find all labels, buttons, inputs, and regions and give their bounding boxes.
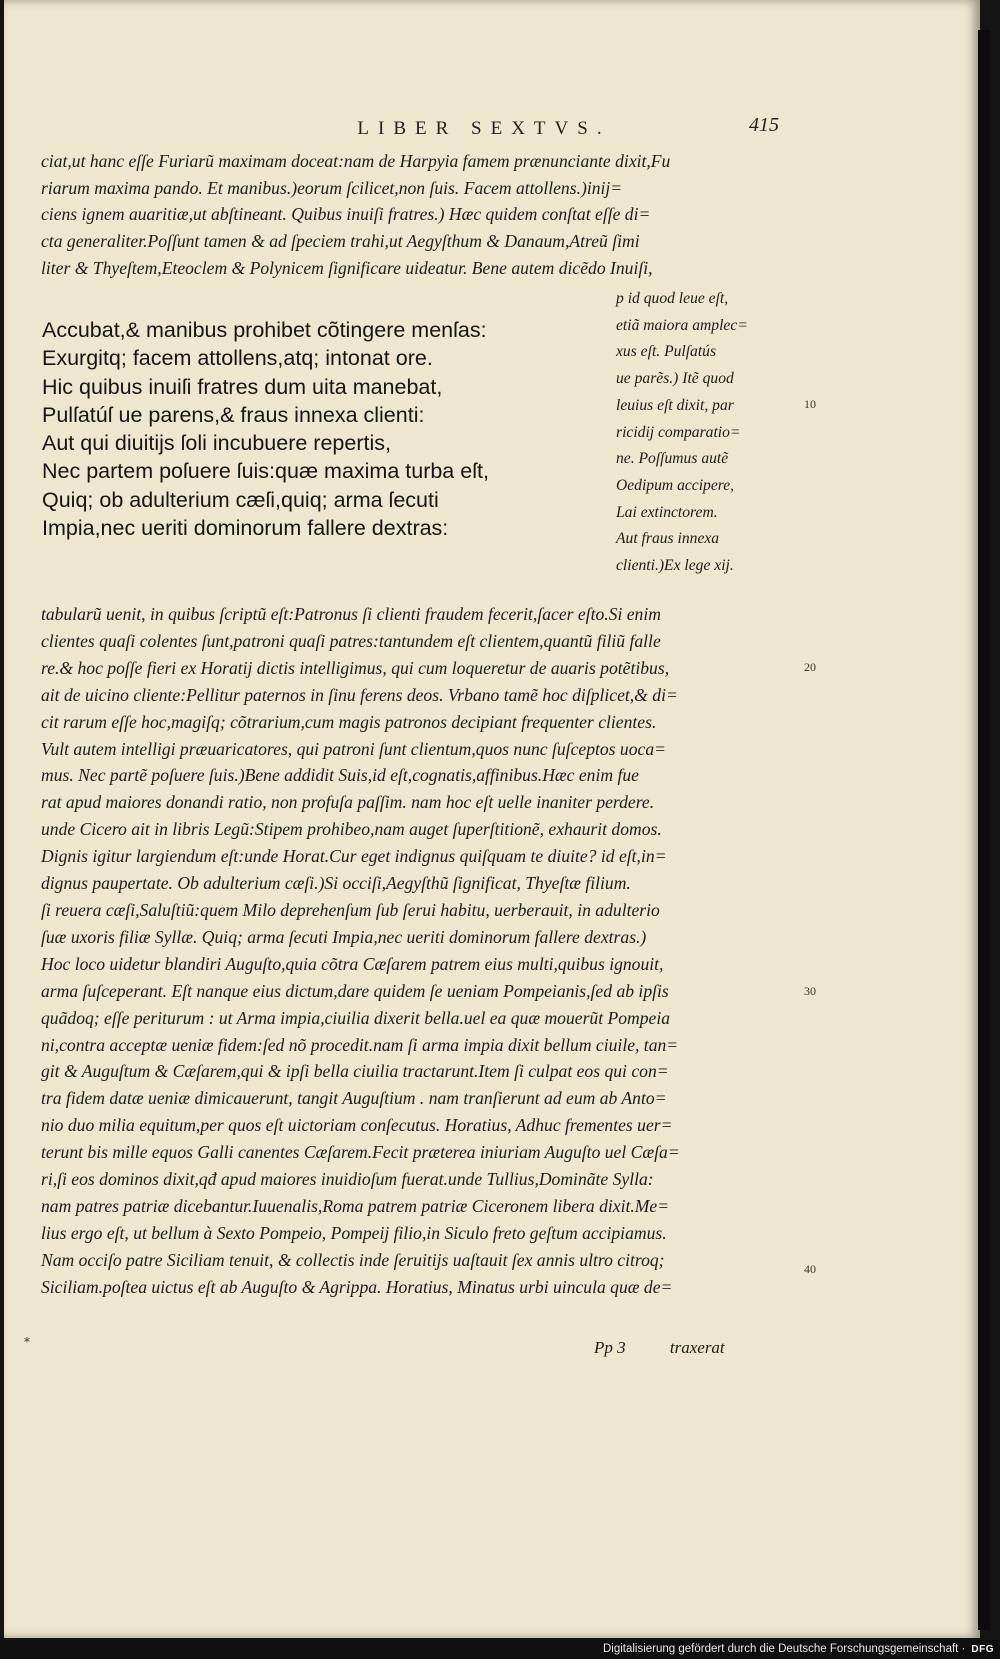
running-title: LIBER SEXTVS. — [357, 118, 611, 139]
verse-line: Exurgitq; facem attollens,atq; intonat ore. — [42, 346, 433, 371]
commentary-line: Hoc loco uidetur blandiri Auguſto,quia cõtra Cæſarem patrem eius multi,quibus ignouit, — [41, 953, 664, 974]
side-commentary-line: etiã maiora amplec= — [616, 316, 748, 334]
side-commentary-line: Lai extinctorem. — [616, 503, 718, 521]
side-commentary-line: ne. Poſſumus autẽ — [616, 450, 729, 468]
commentary-line: ni,contra acceptæ ueniæ fidem:ſed nõ procedit.nam ſi arma impia dixit bellum ciuile, tan= — [41, 1034, 679, 1055]
side-commentary-line: xus eſt. Pulſatús — [616, 343, 717, 361]
commentary-line: nam patres patriæ dicebantur.Iuuenalis,Roma patrem patriæ Ciceronem libera dixit.Me= — [41, 1195, 670, 1216]
commentary-line: liter & Thyeſtem,Eteoclem & Polynicem ſignificare uideatur. Bene autem dicẽdo Inuiſi, — [41, 257, 653, 278]
line-number-20: 20 — [804, 660, 816, 674]
verse-line: Aut qui diuitijs ſoli incubuere repertis, — [42, 431, 391, 456]
signature-mark: Pp 3 — [594, 1338, 626, 1357]
line-number-10: 10 — [804, 397, 816, 411]
commentary-line: riarum maxima pando. Et manibus.)eorum ſcilicet,non ſuis. Facem attollens.)inij= — [41, 177, 623, 198]
verse-block — [42, 316, 582, 542]
commentary-line: Siciliam.poſtea uictus eſt ab Auguſto & Agrippa. Horatius, Minatus urbi uincula quæ de= — [41, 1276, 673, 1297]
side-commentary — [616, 286, 806, 580]
page-edge-shadow — [978, 30, 990, 1630]
commentary-line: re.& hoc poſſe fieri ex Horatij dictis intelligimus, qui cum loqueretur de auaris potẽtibus, — [41, 657, 670, 678]
commentary-line: Nam occiſo patre Siciliam tenuit, & collectis inde ſeruitijs uaſtauit ſex annis ultro citroq; — [41, 1249, 665, 1270]
commentary-line: lius ergo eſt, ut bellum à Sexto Pompeio, Pompeij filio,in Siculo freto geſtum accipiamus. — [41, 1222, 667, 1243]
commentary-line: ait de uicino cliente:Pellitur paternos in ſinu ferens deos. Vrbano tamẽ hoc diſplicet,& di= — [41, 684, 678, 705]
commentary-line: cta generaliter.Poſſunt tamen & ad ſpeciem trahi,ut Aegyſthum & Danaum,Atreũ ſimi — [41, 231, 640, 252]
commentary-line: ri,ſi eos dominos dixit,qđ apud maiores inuidioſum fuerat.unde Tullius,Dominãte Sylla: — [41, 1169, 654, 1190]
line-number-40: 40 — [804, 1262, 816, 1276]
commentary-line: Dignis igitur largiendum eſt:unde Horat.Cur eget indignus quiſquam te diuite? id eſt,in= — [41, 846, 667, 867]
side-commentary-line: Aut fraus innexa — [616, 530, 720, 548]
folio-number: 415 — [749, 114, 779, 136]
commentary-line: tabularũ uenit, in quibus ſcriptũ eſt:Patronus ſi clienti fraudem fecerit,ſacer eſto.Si enim — [41, 604, 661, 624]
commentary-line: ciat,ut hanc eſſe Furiarũ maximam doceat:nam de Harpyia famem prænunciante dixit,Fu — [41, 151, 671, 171]
commentary-line: tra fidem datæ ueniæ dimicauerunt, tangit Auguſtium . nam tranſierunt ad eum ab Anto= — [41, 1088, 667, 1109]
book-page — [4, 0, 980, 1638]
commentary-line: nio duo milia equitum,per quos eſt uictoriam conſecutus. Horatius, Adhuc frementes uer= — [41, 1115, 673, 1136]
commentary-line: quãdoq; eſſe periturum : ut Arma impia,ciuilia dixerit bella.uel ea quæ mouerũt Pompeia — [41, 1007, 671, 1028]
commentary-line: rat apud maiores donandi ratio, non profuſa paſſim. nam hoc eſt uelle inaniter perdere. — [41, 792, 655, 813]
digitization-footer — [0, 1640, 1000, 1659]
footer-text: Digitalisierung gefördert durch die Deutsche Forschungsgemeinschaft · — [602, 1643, 966, 1655]
commentary-line: ciens ignem auaritiæ,ut abſtineant. Quibus inuiſi fratres.) Hæc quidem conſtat eſſe di= — [41, 204, 651, 225]
dfg-logo: DFG — [971, 1644, 994, 1655]
side-commentary-line: leuius eſt dixit, par — [616, 396, 734, 414]
side-commentary-line: clienti.)Ex lege xij. — [616, 557, 734, 575]
commentary-line: mus. Nec partẽ poſuere ſuis.)Bene addidit Suis,id eſt,cognatis,affinibus.Hæc enim fue — [41, 765, 639, 786]
catchword: traxerat — [669, 1338, 725, 1357]
commentary-line: git & Auguſtum & Cæſarem,qui & ipſi bella ciuilia tractarunt.Item ſi culpat eos qui con= — [41, 1061, 669, 1082]
commentary-line: cit rarum eſſe hoc,magiſq; cõtrarium,cum magis patronos decipiant frequenter clientes. — [41, 711, 657, 732]
ink-mark: * — [24, 1335, 30, 1349]
top-commentary — [41, 148, 801, 282]
commentary-line: unde Cicero ait in libris Legũ:Stipem prohibeo,nam auget ſuperſtitionẽ, exhaurit domos. — [41, 819, 662, 840]
commentary-line: dignus paupertate. Ob adulterium cæſi.)Si occiſi,Aegyſthũ ſignificat, Thyeſtæ filium. — [41, 873, 631, 894]
side-commentary-line: ue parẽs.) Itẽ quod — [616, 370, 734, 388]
main-commentary — [41, 601, 811, 1301]
commentary-line: terunt bis mille equos Galli canentes Cæſarem.Fecit præterea iniuriam Auguſto uel Cæſa= — [41, 1142, 680, 1163]
catch-line — [594, 1338, 824, 1358]
verse-line: Accubat,& manibus prohibet cõtingere menſas: — [42, 318, 487, 342]
verse-line: Nec partem poſuere ſuis:quæ maxima turba eſt, — [42, 459, 489, 484]
commentary-line: arma ſuſceperant. Eſt nanque eius dictum,dare quidem ſe ueniam Pompeianis,ſed ab ipſis — [41, 980, 669, 1001]
commentary-line: ſi reuera cæſi,Saluſtiũ:quem Milo deprehenſum ſub ſerui habitu, uerberauit, in adulterio — [41, 899, 660, 920]
verse-line: Impia,nec ueriti dominorum fallere dextras: — [42, 516, 449, 541]
verse-line: Hic quibus inuiſi fratres dum uita manebat, — [42, 374, 443, 399]
side-commentary-line: Oedipum accipere, — [616, 476, 735, 494]
verse-line: Pulſatúſ ue parens,& fraus innexa clienti: — [42, 402, 425, 427]
commentary-line: Vult autem intelligi præuaricatores, qui patroni ſunt clientum,quos nunc ſuſceptos uoca= — [41, 738, 666, 759]
side-commentary-line: ricidij comparatio= — [616, 423, 741, 441]
line-number-30: 30 — [804, 984, 816, 998]
side-commentary-line: p id quod leue eſt, — [616, 290, 729, 307]
commentary-line: clientes quaſi colentes ſunt,patroni quaſi patres:tantundem eſt clientem,quantũ filiũ falle — [41, 630, 661, 651]
verse-line: Quiq; ob adulterium cæſi,quiq; arma ſecuti — [42, 487, 439, 512]
commentary-line: ſuæ uxoris filiæ Syllæ. Quiq; arma ſecuti Impia,nec ueriti dominorum fallere dextras.) — [41, 926, 647, 947]
